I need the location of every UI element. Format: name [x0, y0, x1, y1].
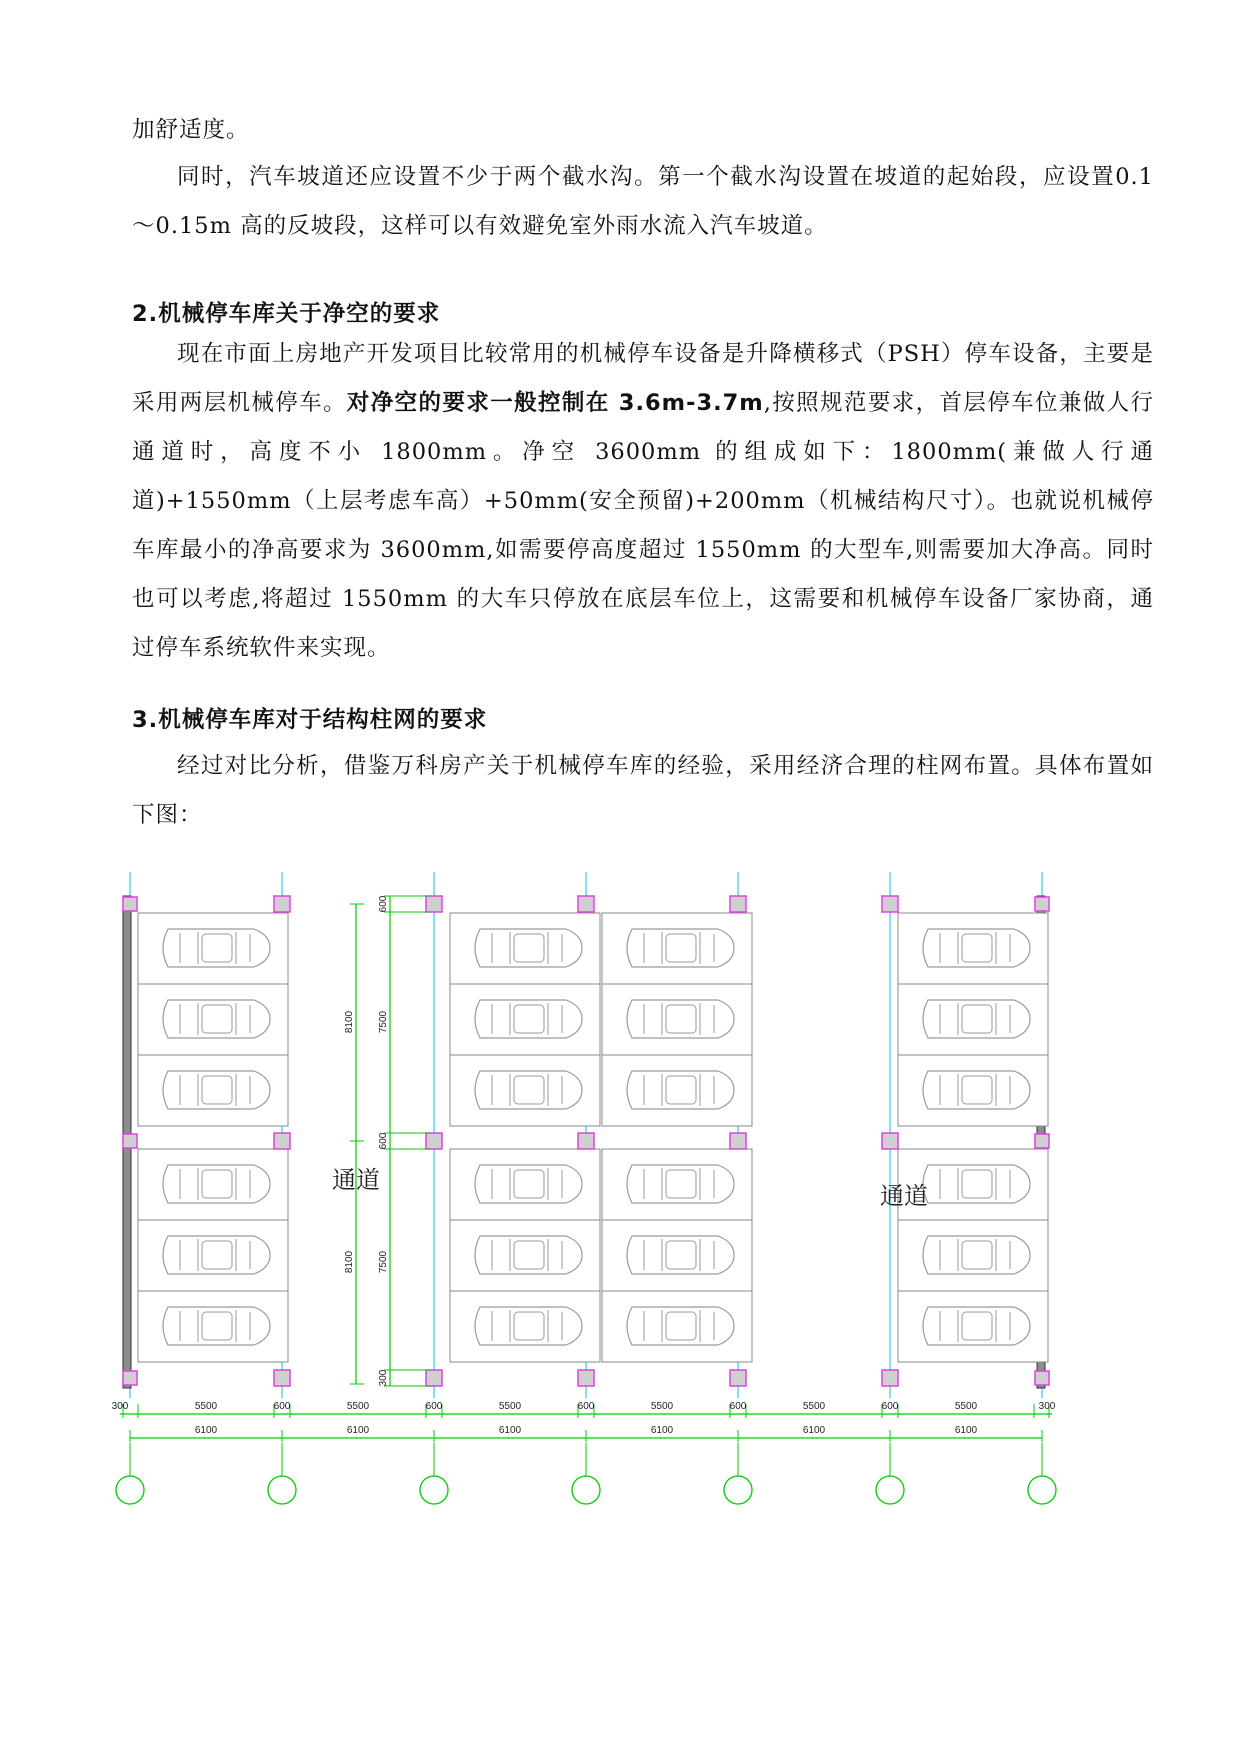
parking-space [138, 984, 288, 1055]
space-outline [450, 1149, 600, 1220]
dim-label-top: 600 [425, 1401, 443, 1412]
parking-space [138, 1291, 288, 1362]
space-outline [450, 1291, 600, 1362]
dim-label-bottom: 6100 [194, 1425, 218, 1436]
parking-space [602, 913, 752, 984]
space-outline [450, 1055, 600, 1126]
parking-space [450, 1291, 600, 1362]
parking-space [898, 984, 1048, 1055]
parking-space [138, 1149, 288, 1220]
dim-label-top: 300 [111, 1401, 129, 1412]
column [882, 896, 898, 912]
heading-column-grid: 3.机械停车库对于结构柱网的要求 [132, 707, 488, 733]
space-outline [138, 1055, 288, 1126]
paragraph-continuation: 加舒适度。 [132, 117, 250, 143]
axis-bubble [876, 1476, 904, 1504]
dim-label-top: 600 [273, 1401, 291, 1412]
parking-space [602, 1055, 752, 1126]
axis-bubble [268, 1476, 296, 1504]
column [274, 1370, 290, 1386]
dim-label-top: 5500 [346, 1401, 370, 1412]
parking-space [898, 1291, 1048, 1362]
dim-label-outer: 8100 [344, 1250, 355, 1274]
heading-clearance: 2.机械停车库关于净空的要求 [132, 301, 441, 327]
parking-space [898, 1220, 1048, 1291]
space-outline [138, 1149, 288, 1220]
aisle-label-left: 通道 [332, 1166, 380, 1194]
vertical-dimensions [344, 895, 430, 1386]
parking-space [602, 1149, 752, 1220]
column [578, 896, 594, 912]
dim-label-bottom: 6100 [498, 1425, 522, 1436]
parking-space [898, 1055, 1048, 1126]
axis-bubble [116, 1476, 144, 1504]
parking-space [138, 913, 288, 984]
space-outline [898, 984, 1048, 1055]
dim-label-inner: 7500 [378, 1010, 389, 1034]
column [123, 897, 137, 911]
dim-label-inner: 600 [378, 895, 389, 913]
parking-space [450, 1220, 600, 1291]
space-outline [450, 984, 600, 1055]
column [426, 896, 442, 912]
clearance-text-a: 现在市面上房地产开发项目比较常用的机械停车设备是升降横移式（PSH）停车设备，主要是采用两层机械停车。 [132, 341, 1154, 416]
space-outline [138, 1220, 288, 1291]
column [1035, 897, 1049, 911]
dim-label-outer: 8100 [344, 1010, 355, 1034]
column [730, 1370, 746, 1386]
dim-label-bottom: 6100 [346, 1425, 370, 1436]
space-outline [602, 1055, 752, 1126]
column [578, 1370, 594, 1386]
parking-space [898, 913, 1048, 984]
parking-layout-drawing [111, 858, 1180, 1648]
dim-label-bottom: 6100 [802, 1425, 826, 1436]
space-outline [138, 1291, 288, 1362]
dim-label-top: 600 [729, 1401, 747, 1412]
column [730, 1133, 746, 1149]
column [426, 1370, 442, 1386]
column [730, 896, 746, 912]
space-outline [450, 913, 600, 984]
parking-space [450, 1055, 600, 1126]
parking-space [450, 1149, 600, 1220]
axis-bubbles [116, 1443, 1056, 1504]
dim-label-top: 5500 [194, 1401, 218, 1412]
column [1035, 1134, 1049, 1148]
dim-label-inner: 300 [378, 1369, 389, 1387]
dim-label-inner: 7500 [378, 1250, 389, 1274]
space-outline [602, 1149, 752, 1220]
axis-bubble [420, 1476, 448, 1504]
space-outline [898, 913, 1048, 984]
column [578, 1133, 594, 1149]
space-outline [602, 1220, 752, 1291]
dim-label-top: 5500 [954, 1401, 978, 1412]
axis-bubble [724, 1476, 752, 1504]
aisle-label-right: 通道 [880, 1182, 928, 1210]
dim-label-top: 600 [881, 1401, 899, 1412]
paragraph-clearance [132, 330, 1154, 673]
paragraph-slope-drainage: 同时，汽车坡道还应设置不少于两个截水沟。第一个截水沟设置在坡道的起始段，应设置0.1～0.15m 高的反坡段，这样可以有效避免室外雨水流入汽车坡道。 [132, 164, 1154, 239]
space-outline [898, 1055, 1048, 1126]
dim-label-top: 300 [1038, 1401, 1056, 1412]
column [882, 1370, 898, 1386]
dim-label-top: 5500 [802, 1401, 826, 1412]
dim-label-top: 5500 [650, 1401, 674, 1412]
space-outline [602, 1291, 752, 1362]
space-outline [138, 984, 288, 1055]
space-outline [898, 1291, 1048, 1362]
dim-label-top: 600 [577, 1401, 595, 1412]
column [426, 1133, 442, 1149]
parking-space [450, 913, 600, 984]
axis-bubble [1028, 1476, 1056, 1504]
dim-label-bottom: 6100 [650, 1425, 674, 1436]
column [123, 1371, 137, 1385]
clearance-text-b: ,按照规范要求，首层停车位兼做人行通道时，高度不小 1800mm。净空 3600mm 的组成如下：1800mm(兼做人行通道)+1550mm（上层考虑车高）+50mm(安全预留)+200mm（机械结构尺寸）。也就说机械停车库最小的净高要求为 3600mm,如需要停高度超过 1550mm 的大型车,则需要加大净高。同时也可以考虑,将超过 1550mm 的大车只停放在底层车位上，这需要和机械停车设备厂家协商，通过停车系统软件来实现。 [132, 390, 1154, 661]
axis-bubble [572, 1476, 600, 1504]
column [274, 1133, 290, 1149]
dim-label-inner: 600 [378, 1132, 389, 1150]
space-outline [602, 913, 752, 984]
column [274, 896, 290, 912]
space-outline [602, 984, 752, 1055]
column [123, 1134, 137, 1148]
parking-space [450, 984, 600, 1055]
parking-space [602, 984, 752, 1055]
space-outline [898, 1220, 1048, 1291]
parking-space [138, 1220, 288, 1291]
parking-space [138, 1055, 288, 1126]
dim-label-top: 5500 [498, 1401, 522, 1412]
paragraph-column-grid: 经过对比分析，借鉴万科房产关于机械停车库的经验，采用经济合理的柱网布置。具体布置如下图： [132, 753, 1154, 828]
parking-space [602, 1291, 752, 1362]
clearance-bold: 对净空的要求一般控制在 3.6m-3.7m [346, 390, 764, 416]
parking-space [602, 1220, 752, 1291]
horizontal-dimensions [112, 1401, 1056, 1442]
space-outline [450, 1220, 600, 1291]
column [882, 1133, 898, 1149]
space-outline [138, 913, 288, 984]
dim-label-bottom: 6100 [954, 1425, 978, 1436]
column [1035, 1371, 1049, 1385]
